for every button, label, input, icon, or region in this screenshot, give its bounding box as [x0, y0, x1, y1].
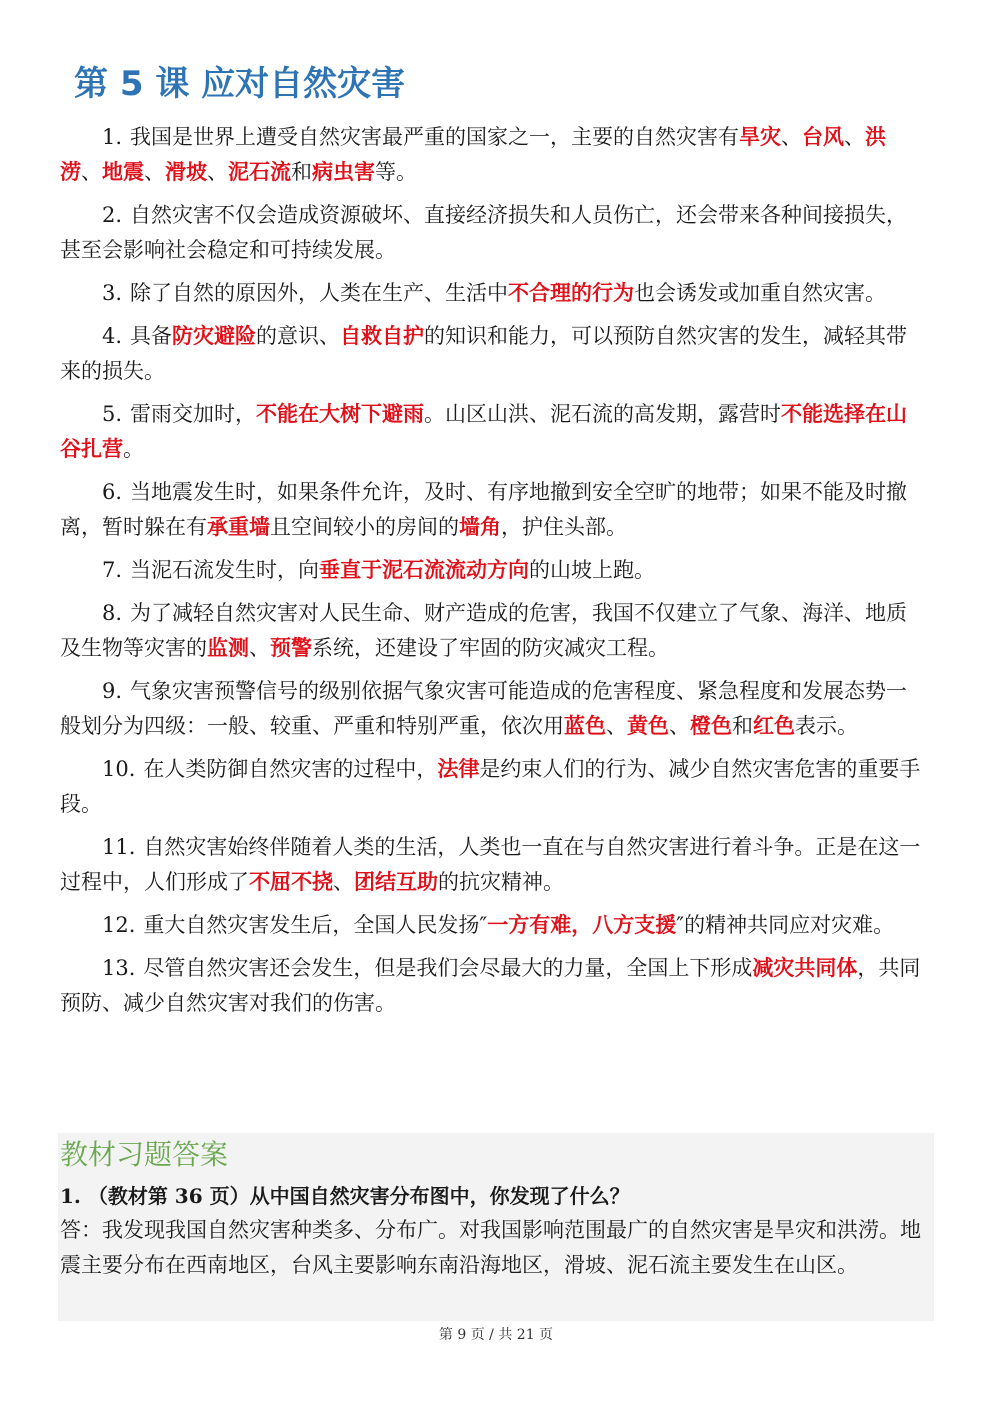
- point-text: 。: [123, 437, 144, 461]
- key-point: [60, 198, 926, 268]
- point-text: 和: [732, 714, 753, 738]
- key-point: [60, 553, 926, 588]
- highlighted-term: 黄色: [627, 714, 669, 738]
- point-text: 、: [81, 160, 102, 184]
- point-number: 3.: [102, 281, 123, 305]
- key-point: [60, 908, 926, 943]
- page-title: 第 5 课 应对自然灾害: [74, 64, 406, 104]
- point-text: 具备: [130, 324, 173, 348]
- exercise-answer: 答：我发现我国自然灾害种类多、分布广。对我国影响范围最广的自然灾害是旱灾和洪涝。地震主要分布在西南地区，台风主要影响东南沿海地区，滑坡、泥石流主要发生在山区。: [60, 1218, 921, 1277]
- key-points-list: [60, 120, 926, 1029]
- point-text: 系统，还建设了牢固的防灾减灾工程。: [312, 636, 669, 660]
- highlighted-term: 团结互助: [354, 870, 438, 894]
- highlighted-term: 法律: [437, 757, 480, 781]
- point-number: 11.: [102, 835, 136, 859]
- point-text: 的抗灾精神。: [438, 870, 564, 894]
- point-text: 、: [207, 160, 228, 184]
- point-text: 等。: [375, 160, 417, 184]
- highlighted-term: 垂直于泥石流流动方向: [319, 558, 530, 582]
- point-text: 当泥石流发生时，向: [130, 558, 320, 582]
- highlighted-term: 不能在大树下避雨: [256, 402, 425, 426]
- highlighted-term: 不屈不挠: [249, 870, 333, 894]
- highlighted-term: 一方有难，八方支援: [487, 913, 677, 937]
- key-point: [60, 596, 926, 666]
- highlighted-term: 自救自护: [340, 324, 425, 348]
- highlighted-term: 不能选择在山谷扎营: [60, 402, 908, 461]
- point-text: ″的精神共同应对灾难。: [676, 913, 895, 937]
- highlighted-term: 台风: [802, 125, 845, 149]
- point-text: 当地震发生时，如果条件允许，及时、有序地撤到安全空旷的地带；如果不能及时撤离，暂时躲在有: [60, 480, 908, 539]
- key-point: [60, 951, 926, 1021]
- exercise-question: 1. （教材第 36 页）从中国自然灾害分布图中，你发现了什么？: [60, 1184, 630, 1208]
- point-text: 的知识和能力，可以预防自然灾害的发生，减轻其带来的损失。: [60, 324, 908, 383]
- key-point: [60, 752, 926, 822]
- highlighted-term: 防灾避险: [172, 324, 257, 348]
- highlighted-term: 地震: [102, 160, 144, 184]
- highlighted-term: 减灾共同体: [752, 956, 858, 980]
- key-point: [60, 276, 926, 311]
- point-text: 我国是世界上遭受自然灾害最严重的国家之一，主要的自然灾害有: [130, 125, 740, 149]
- point-text: 的山坡上跑。: [529, 558, 656, 582]
- section-title: 教材习题答案: [60, 1138, 229, 1171]
- highlighted-term: 蓝色: [564, 714, 606, 738]
- point-text: 是约束人们的行为、减少自然灾害危害的重要手段。: [60, 757, 921, 816]
- highlighted-term: 橙色: [690, 714, 732, 738]
- highlighted-term: 预警: [270, 636, 312, 660]
- point-text: ，共同预防、减少自然灾害对我们的伤害。: [60, 956, 921, 1015]
- key-point: [60, 120, 926, 190]
- key-point: [60, 475, 926, 545]
- point-text: 、: [144, 160, 165, 184]
- point-text: 自然灾害不仅会造成资源破坏、直接经济损失和人员伤亡，还会带来各种间接损失，甚至会影响社会稳定和可持续发展。: [60, 203, 908, 262]
- point-text: 、: [844, 125, 866, 149]
- point-number: 9.: [102, 679, 123, 703]
- point-text: 、: [333, 870, 354, 894]
- point-text: 自然灾害始终伴随着人类的生活，人类也一直在与自然灾害进行着斗争。正是在这一过程中，人们形成了: [60, 835, 921, 894]
- point-text: 在人类防御自然灾害的过程中，: [143, 757, 438, 781]
- key-point: [60, 674, 926, 744]
- point-text: 除了自然的原因外，人类在生产、生活中: [130, 281, 509, 305]
- key-point: [60, 830, 926, 900]
- point-number: 1.: [102, 125, 123, 149]
- highlighted-term: 滑坡: [165, 160, 207, 184]
- point-text: 表示。: [795, 714, 858, 738]
- point-text: 雷雨交加时，: [130, 402, 257, 426]
- highlighted-term: 泥石流: [228, 160, 291, 184]
- point-text: 气象灾害预警信号的级别依据气象灾害可能造成的危害程度、紧急程度和发展态势一般划分为四级：一般、较重、严重和特别严重，依次用: [60, 679, 908, 738]
- point-text: 、: [249, 636, 270, 660]
- point-text: 的意识、: [256, 324, 341, 348]
- highlighted-term: 墙角: [459, 515, 501, 539]
- point-number: 10.: [102, 757, 136, 781]
- highlighted-term: 病虫害: [312, 160, 375, 184]
- highlighted-term: 不合理的行为: [508, 281, 635, 305]
- highlighted-term: 旱灾: [739, 125, 782, 149]
- point-text: 也会诱发或加重自然灾害。: [634, 281, 887, 305]
- point-number: 4.: [102, 324, 123, 348]
- page-number: 第 9 页 / 共 21 页: [438, 1327, 554, 1343]
- point-number: 8.: [102, 601, 123, 625]
- highlighted-term: 洪涝: [60, 125, 887, 184]
- point-text: 、: [606, 714, 627, 738]
- highlighted-term: 红色: [753, 714, 795, 738]
- point-text: 重大自然灾害发生后，全国人民发扬″: [143, 913, 488, 937]
- highlighted-term: 承重墙: [207, 515, 270, 539]
- point-number: 13.: [102, 956, 136, 980]
- point-text: 和: [291, 160, 312, 184]
- point-text: 。山区山洪、泥石流的高发期，露营时: [424, 402, 782, 426]
- point-number: 6.: [102, 480, 123, 504]
- point-number: 12.: [102, 913, 136, 937]
- point-number: 5.: [102, 402, 123, 426]
- key-point: [60, 319, 926, 389]
- point-text: 为了减轻自然灾害对人民生命、财产造成的危害，我国不仅建立了气象、海洋、地质及生物等灾害的: [60, 601, 908, 660]
- highlighted-term: 监测: [207, 636, 249, 660]
- point-text: 、: [781, 125, 803, 149]
- point-number: 2.: [102, 203, 123, 227]
- textbook-answers-section: [58, 1133, 934, 1321]
- point-text: 且空间较小的房间的: [270, 515, 459, 539]
- point-number: 7.: [102, 558, 123, 582]
- point-text: 尽管自然灾害还会发生，但是我们会尽最大的力量，全国上下形成: [143, 956, 753, 980]
- point-text: 、: [669, 714, 690, 738]
- key-point: [60, 397, 926, 467]
- point-text: ，护住头部。: [501, 515, 627, 539]
